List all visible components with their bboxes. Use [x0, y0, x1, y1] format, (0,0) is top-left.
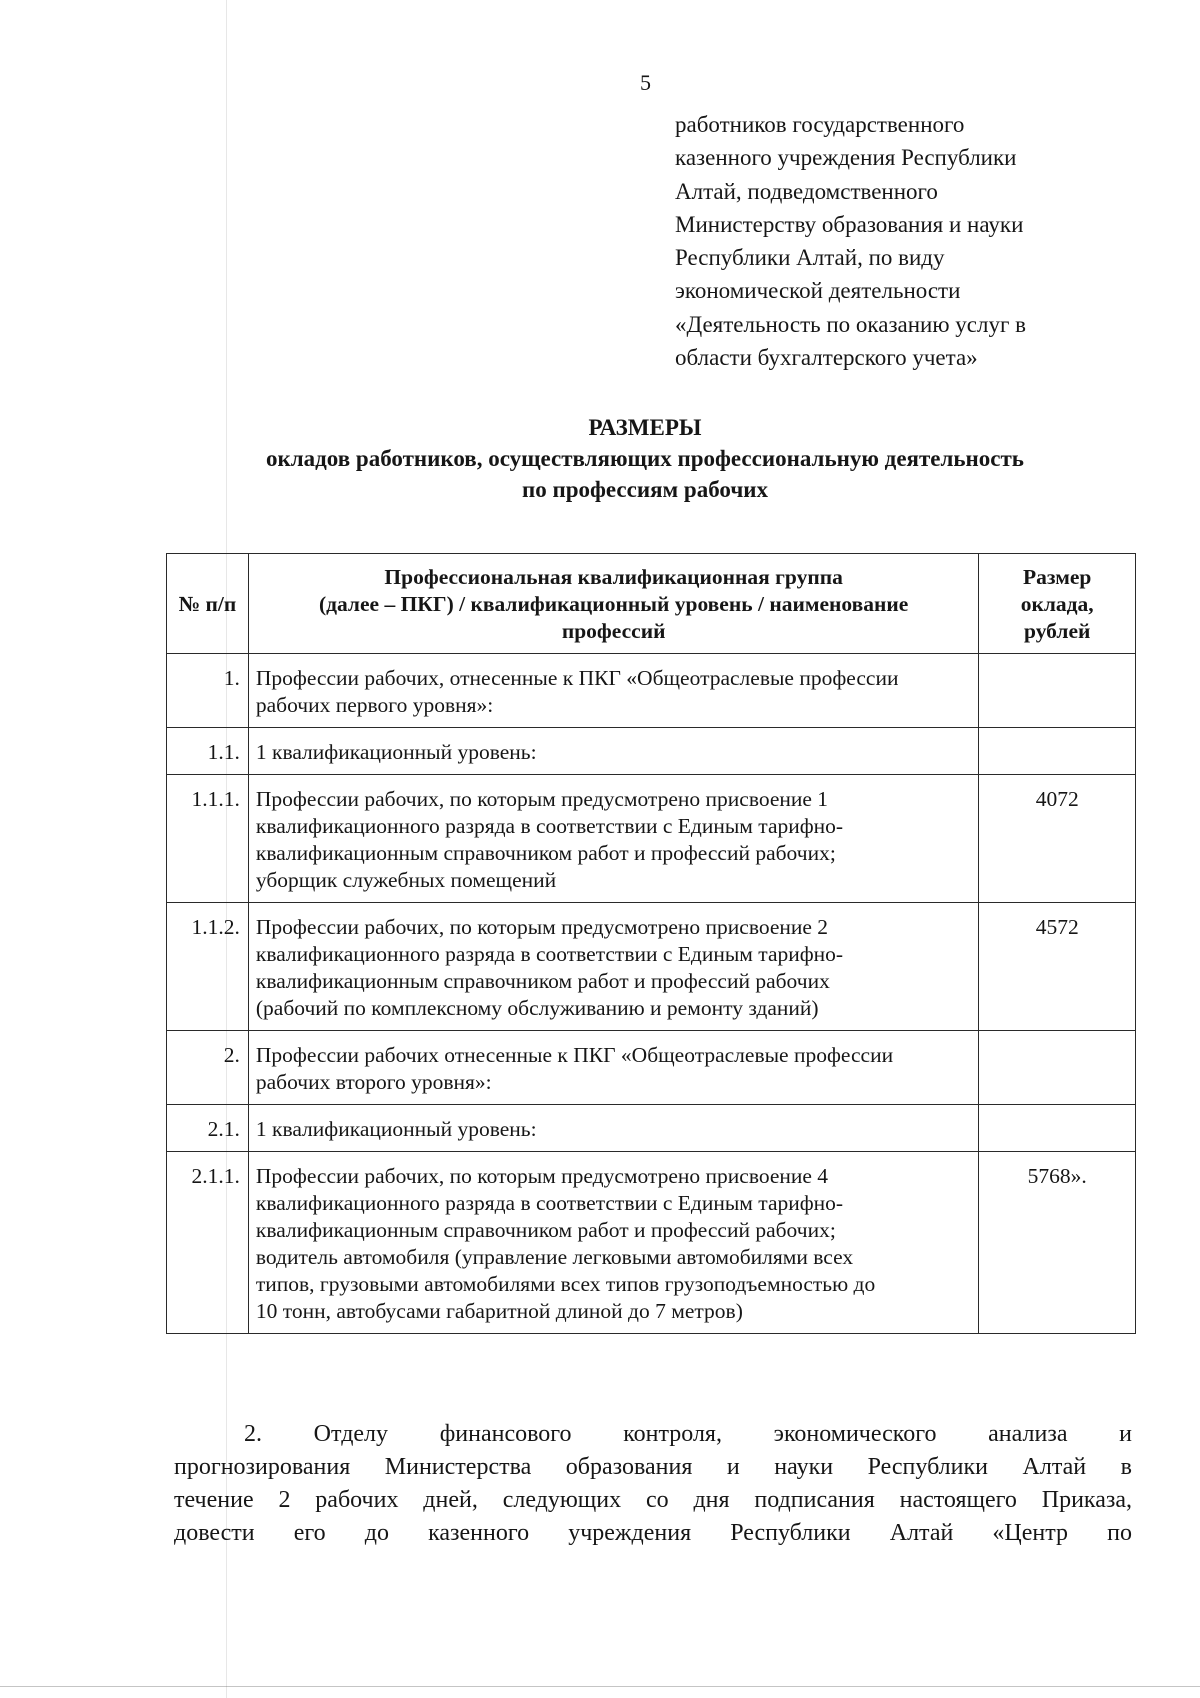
- header-size-line: рублей: [1024, 619, 1091, 643]
- table-row: [167, 728, 1136, 775]
- table-row: [167, 1105, 1136, 1152]
- body-paragraph: [174, 1418, 1132, 1550]
- row-number: 1.: [167, 654, 249, 728]
- row-name-line: типов, грузовыми автомобилями всех типов грузоподъемностью до: [255, 1272, 876, 1296]
- approval-note-line: экономической деятельности: [675, 278, 961, 304]
- row-name-line: Профессии рабочих, по которым предусмотрено присвоение 1: [255, 787, 829, 811]
- table-row: [167, 654, 1136, 728]
- approval-note-line: «Деятельность по оказанию услуг в: [675, 311, 1027, 337]
- paragraph-line: довести его до казенного учреждения Республики Алтай «Центр по: [174, 1520, 1132, 1546]
- row-name-line: (рабочий по комплексному обслуживанию и ремонту зданий): [255, 996, 819, 1020]
- paragraph-line: прогнозирования Министерства образования и науки Республики Алтай в: [174, 1454, 1132, 1480]
- row-name: [248, 1031, 979, 1105]
- row-name-line: 10 тонн, автобусами габаритной длиной до 7 метров): [255, 1299, 743, 1323]
- row-number: 1.1.: [167, 728, 249, 775]
- approval-note: [675, 108, 1145, 374]
- title-subtitle-line: по профессиям рабочих: [521, 477, 769, 502]
- row-name-line: 1 квалификационный уровень:: [255, 1117, 537, 1141]
- row-name: [248, 1105, 979, 1152]
- row-name-line: Профессии рабочих отнесенные к ПКГ «Общеотраслевые профессии: [255, 1043, 894, 1067]
- row-number: 1.1.1.: [167, 775, 249, 903]
- paragraph-line: течение 2 рабочих дней, следующих со дня подписания настоящего Приказа,: [174, 1487, 1132, 1513]
- row-name: [248, 654, 979, 728]
- row-size: 4072: [979, 775, 1136, 903]
- table-row: [167, 775, 1136, 903]
- row-name-line: Профессии рабочих, отнесенные к ПКГ «Общеотраслевые профессии: [255, 666, 899, 690]
- paragraph-line: 2. Отделу финансового контроля, экономического анализа и: [244, 1421, 1132, 1447]
- salary-table: [166, 553, 1136, 1334]
- row-size: 5768».: [979, 1152, 1136, 1334]
- header-number: № п/п: [167, 554, 249, 654]
- row-name-line: квалификационного разряда в соответствии с Единым тарифно-: [255, 1191, 844, 1215]
- row-size: [979, 1031, 1136, 1105]
- title-heading: РАЗМЕРЫ: [588, 415, 702, 440]
- row-name: [248, 903, 979, 1031]
- approval-note-line: работников государственного: [675, 112, 965, 137]
- approval-note-line: Республики Алтай, по виду: [675, 245, 945, 271]
- row-name-line: Профессии рабочих, по которым предусмотрено присвоение 4: [255, 1164, 829, 1188]
- row-number: 2.1.: [167, 1105, 249, 1152]
- document-title: [150, 412, 1140, 505]
- approval-note-line: области бухгалтерского учета»: [675, 345, 978, 371]
- approval-note-line: казенного учреждения Республики: [675, 145, 1017, 171]
- header-name-line: профессий: [561, 619, 666, 643]
- row-name-line: квалификационного разряда в соответствии с Единым тарифно-: [255, 814, 844, 838]
- table-header-row: [167, 554, 1136, 654]
- row-size: [979, 728, 1136, 775]
- row-name-line: квалификационного разряда в соответствии с Единым тарифно-: [255, 942, 844, 966]
- row-name: [248, 1152, 979, 1334]
- title-subtitle-line: окладов работников, осуществляющих профессиональную деятельность: [266, 446, 1024, 471]
- row-size: [979, 1105, 1136, 1152]
- header-name-line: Профессиональная квалификационная группа: [384, 565, 843, 589]
- header-size-line: оклада,: [1020, 592, 1094, 616]
- row-name-line: рабочих второго уровня»:: [255, 1070, 492, 1094]
- row-name: [248, 775, 979, 903]
- row-number: 2.1.1.: [167, 1152, 249, 1334]
- table-row: [167, 1031, 1136, 1105]
- header-name: [248, 554, 979, 654]
- approval-note-line: Министерству образования и науки: [675, 211, 1024, 237]
- table-row: [167, 903, 1136, 1031]
- row-name-line: водитель автомобиля (управление легковыми автомобилями всех: [255, 1245, 854, 1269]
- row-name-line: уборщик служебных помещений: [255, 868, 557, 892]
- approval-note-line: Алтай, подведомственного: [675, 178, 938, 204]
- row-name-line: рабочих первого уровня»:: [255, 693, 494, 717]
- row-name: [248, 728, 979, 775]
- header-size-line: Размер: [1023, 565, 1092, 589]
- row-name-line: квалификационным справочником работ и профессий рабочих;: [255, 841, 836, 865]
- row-number: 1.1.2.: [167, 903, 249, 1031]
- header-size: [979, 554, 1136, 654]
- row-name-line: квалификационным справочником работ и профессий рабочих;: [255, 1218, 836, 1242]
- row-number: 2.: [167, 1031, 249, 1105]
- row-name-line: Профессии рабочих, по которым предусмотрено присвоение 2: [255, 915, 829, 939]
- header-name-line: (далее – ПКГ) / квалификационный уровень / наименование: [318, 592, 909, 616]
- page-number: 5: [640, 70, 651, 95]
- row-size: [979, 654, 1136, 728]
- row-size: 4572: [979, 903, 1136, 1031]
- table-row: [167, 1152, 1136, 1334]
- row-name-line: квалификационным справочником работ и профессий рабочих: [255, 969, 830, 993]
- row-name-line: 1 квалификационный уровень:: [255, 740, 537, 764]
- scan-bottom-edge: [0, 1686, 1200, 1687]
